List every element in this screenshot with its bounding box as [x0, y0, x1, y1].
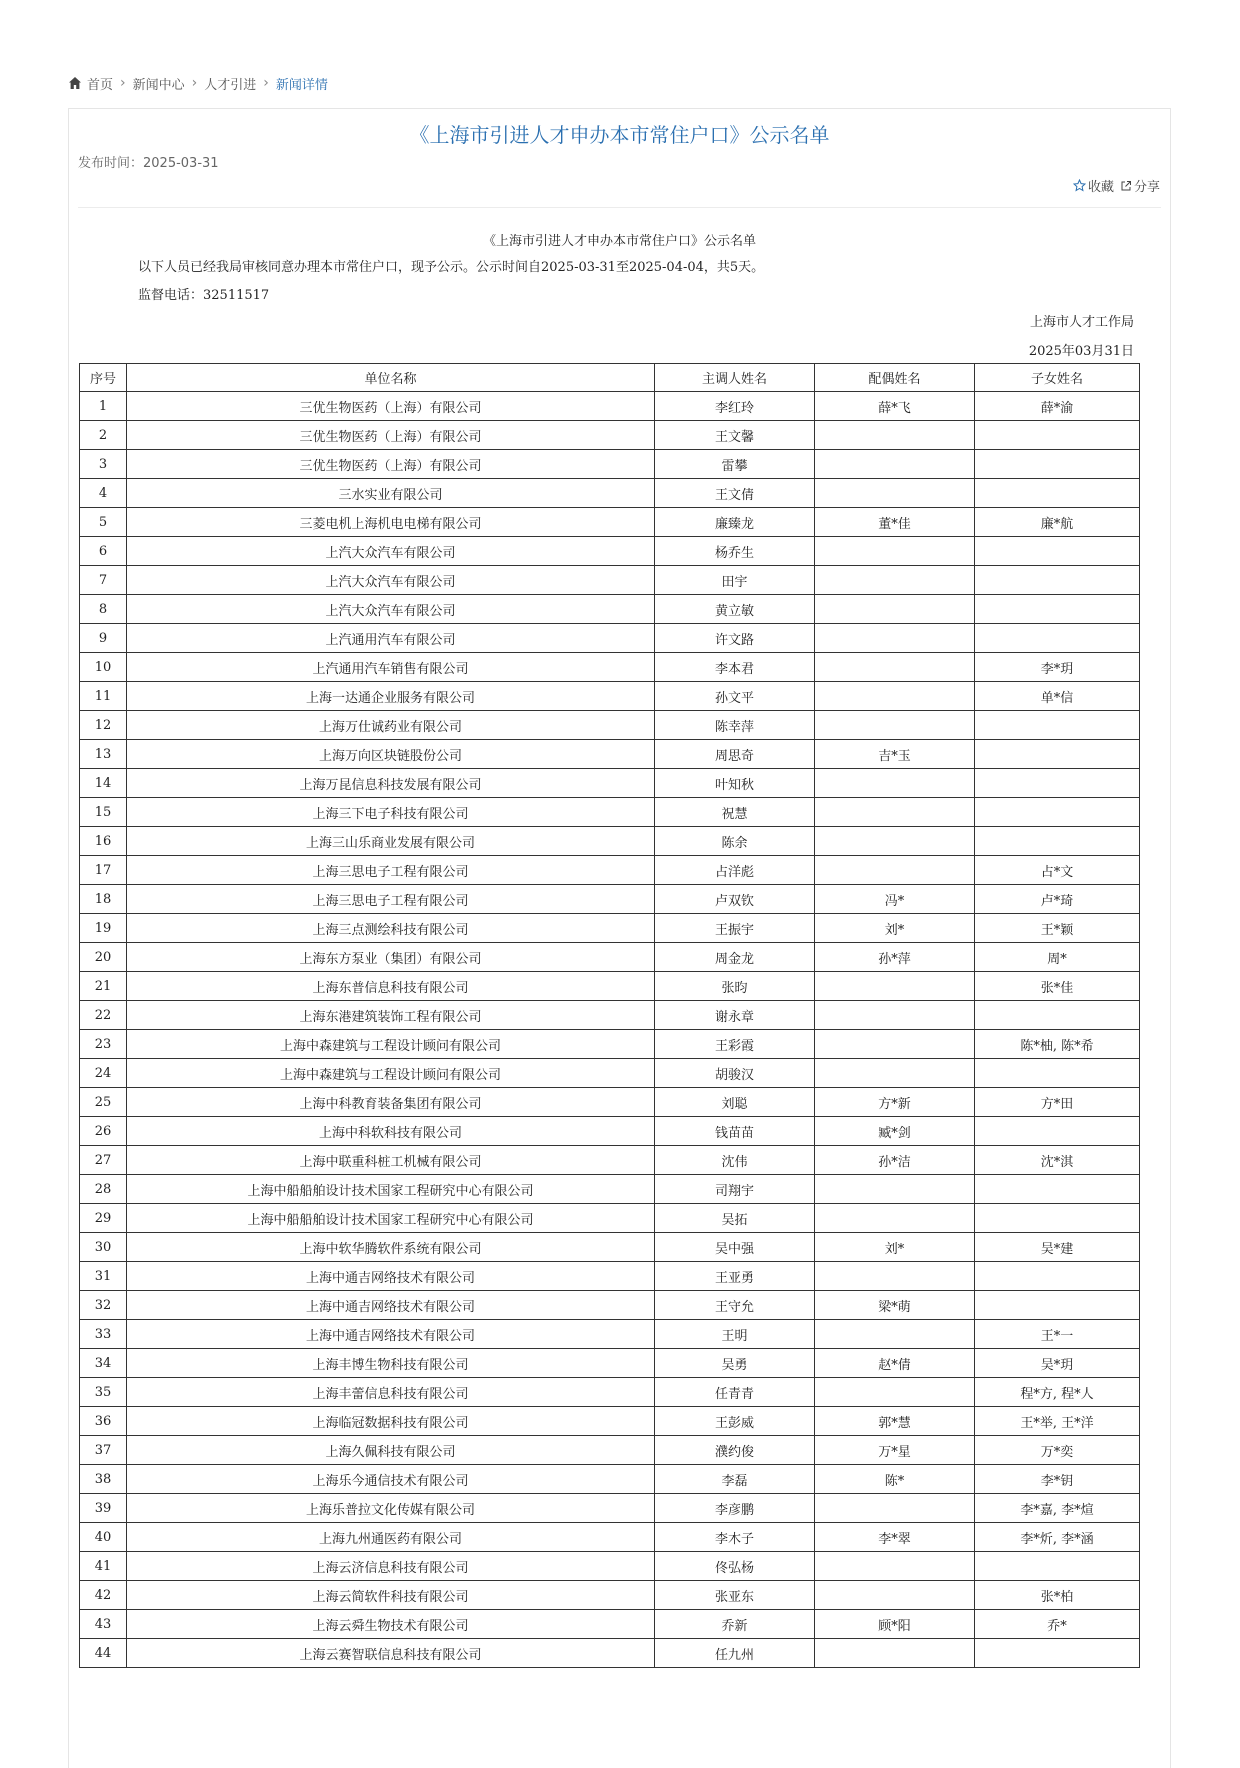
applicant-cell: 杨乔生: [655, 537, 815, 566]
applicant-cell: 祝慧: [655, 798, 815, 827]
index-cell: 41: [80, 1552, 127, 1581]
children-cell: [975, 1204, 1140, 1233]
spouse-cell: [815, 624, 975, 653]
applicant-cell: 谢永章: [655, 1001, 815, 1030]
company-cell: 上海九州通医药有限公司: [127, 1523, 655, 1552]
children-cell: [975, 1291, 1140, 1320]
spouse-cell: [815, 1494, 975, 1523]
children-cell: [975, 1639, 1140, 1668]
index-cell: 7: [80, 566, 127, 595]
children-cell: 沈*淇: [975, 1146, 1140, 1175]
index-cell: 30: [80, 1233, 127, 1262]
index-cell: 9: [80, 624, 127, 653]
spouse-cell: [815, 566, 975, 595]
children-cell: [975, 798, 1140, 827]
children-cell: [975, 624, 1140, 653]
header-spouse: 配偶姓名: [815, 364, 975, 392]
index-cell: 12: [80, 711, 127, 740]
favorite-button[interactable]: [1073, 176, 1114, 195]
spouse-cell: [815, 1320, 975, 1349]
spouse-cell: [815, 682, 975, 711]
applicant-cell: 黄立敏: [655, 595, 815, 624]
issuer-text: 上海市人才工作局: [1029, 315, 1134, 330]
article-actions: [1073, 176, 1160, 195]
table-row: [80, 1233, 1140, 1262]
issue-date: 2025年03月31日: [1028, 344, 1134, 359]
applicant-cell: 司翔宇: [655, 1175, 815, 1204]
applicant-cell: 孙文平: [655, 682, 815, 711]
company-cell: 上海万向区块链股份公司: [127, 740, 655, 769]
index-cell: 3: [80, 450, 127, 479]
company-cell: 三优生物医药（上海）有限公司: [127, 450, 655, 479]
company-cell: 上海三思电子工程有限公司: [127, 856, 655, 885]
index-cell: 8: [80, 595, 127, 624]
spouse-cell: [815, 537, 975, 566]
company-cell: 上海东方泵业（集团）有限公司: [127, 943, 655, 972]
applicant-cell: 任九州: [655, 1639, 815, 1668]
index-cell: 14: [80, 769, 127, 798]
table-row: [80, 1436, 1140, 1465]
applicant-cell: 李彦鹏: [655, 1494, 815, 1523]
company-cell: 上海三点测绘科技有限公司: [127, 914, 655, 943]
table-row: [80, 421, 1140, 450]
table-row: [80, 595, 1140, 624]
table-row: [80, 1465, 1140, 1494]
table-row: [80, 1581, 1140, 1610]
spouse-cell: 吉*玉: [815, 740, 975, 769]
children-cell: [975, 1117, 1140, 1146]
company-cell: 上海中船船舶设计技术国家工程研究中心有限公司: [127, 1175, 655, 1204]
applicant-cell: 许文路: [655, 624, 815, 653]
share-button[interactable]: [1120, 176, 1160, 195]
applicant-cell: 吴勇: [655, 1349, 815, 1378]
index-cell: 5: [80, 508, 127, 537]
article-panel: [68, 108, 1171, 1768]
applicant-cell: 李磊: [655, 1465, 815, 1494]
table-row: [80, 1204, 1140, 1233]
index-cell: 27: [80, 1146, 127, 1175]
company-cell: 上海东港建筑装饰工程有限公司: [127, 1001, 655, 1030]
children-cell: 王*一: [975, 1320, 1140, 1349]
company-cell: 上海中船船舶设计技术国家工程研究中心有限公司: [127, 1204, 655, 1233]
index-cell: 24: [80, 1059, 127, 1088]
spouse-cell: [815, 1030, 975, 1059]
children-cell: 占*文: [975, 856, 1140, 885]
table-row: [80, 682, 1140, 711]
table-row: [80, 1175, 1140, 1204]
spouse-cell: 孙*萍: [815, 943, 975, 972]
company-cell: 上海临冠数据科技有限公司: [127, 1407, 655, 1436]
home-icon: [68, 76, 82, 90]
index-cell: 39: [80, 1494, 127, 1523]
index-cell: 17: [80, 856, 127, 885]
index-cell: 1: [80, 392, 127, 421]
index-cell: 19: [80, 914, 127, 943]
applicant-cell: 雷攀: [655, 450, 815, 479]
index-cell: 15: [80, 798, 127, 827]
applicant-cell: 吴拓: [655, 1204, 815, 1233]
applicant-cell: 卢双钦: [655, 885, 815, 914]
spouse-cell: [815, 827, 975, 856]
index-cell: 4: [80, 479, 127, 508]
children-cell: 程*方, 程*人: [975, 1378, 1140, 1407]
table-row: [80, 885, 1140, 914]
spouse-cell: [815, 1581, 975, 1610]
spouse-cell: [815, 711, 975, 740]
table-header-row: [80, 364, 1140, 392]
applicant-cell: 张昀: [655, 972, 815, 1001]
table-row: [80, 508, 1140, 537]
spouse-cell: [815, 450, 975, 479]
spouse-cell: 赵*倩: [815, 1349, 975, 1378]
spouse-cell: 郭*慧: [815, 1407, 975, 1436]
index-cell: 6: [80, 537, 127, 566]
children-cell: [975, 595, 1140, 624]
children-cell: 李*钥: [975, 1465, 1140, 1494]
applicant-cell: 王彭威: [655, 1407, 815, 1436]
breadcrumb-home[interactable]: 首页: [87, 77, 114, 93]
table-row: [80, 1320, 1140, 1349]
share-label: 分享: [1133, 180, 1160, 195]
table-row: [80, 1059, 1140, 1088]
applicant-cell: 周思奇: [655, 740, 815, 769]
company-cell: 上海中科教育装备集团有限公司: [127, 1088, 655, 1117]
company-cell: 上海一达通企业服务有限公司: [127, 682, 655, 711]
applicant-cell: 王亚勇: [655, 1262, 815, 1291]
index-cell: 22: [80, 1001, 127, 1030]
applicant-cell: 陈幸萍: [655, 711, 815, 740]
table-row: [80, 1088, 1140, 1117]
children-cell: [975, 450, 1140, 479]
table-row: [80, 1291, 1140, 1320]
table-row: [80, 479, 1140, 508]
children-cell: 吴*玥: [975, 1349, 1140, 1378]
table-row: [80, 537, 1140, 566]
children-cell: [975, 421, 1140, 450]
table-row: [80, 1523, 1140, 1552]
company-cell: 上海中森建筑与工程设计顾问有限公司: [127, 1059, 655, 1088]
applicant-cell: 李本君: [655, 653, 815, 682]
index-cell: 40: [80, 1523, 127, 1552]
table-row: [80, 1552, 1140, 1581]
children-cell: [975, 479, 1140, 508]
index-cell: 34: [80, 1349, 127, 1378]
company-cell: 三菱电机上海机电电梯有限公司: [127, 508, 655, 537]
breadcrumb-current: 新闻详情: [275, 77, 328, 93]
header-company: 单位名称: [127, 364, 655, 392]
company-cell: 上海中通吉网络技术有限公司: [127, 1262, 655, 1291]
children-cell: 张*佳: [975, 972, 1140, 1001]
index-cell: 16: [80, 827, 127, 856]
company-cell: 上海中通吉网络技术有限公司: [127, 1291, 655, 1320]
applicant-cell: 田宇: [655, 566, 815, 595]
applicant-cell: 李红玲: [655, 392, 815, 421]
table-row: [80, 1030, 1140, 1059]
index-cell: 26: [80, 1117, 127, 1146]
applicant-cell: 张亚东: [655, 1581, 815, 1610]
spouse-cell: [815, 595, 975, 624]
table-body: [80, 392, 1140, 1668]
index-cell: 43: [80, 1610, 127, 1639]
spouse-cell: 冯*: [815, 885, 975, 914]
children-cell: 单*信: [975, 682, 1140, 711]
spouse-cell: 臧*剑: [815, 1117, 975, 1146]
index-cell: 20: [80, 943, 127, 972]
company-cell: 上汽通用汽车销售有限公司: [127, 653, 655, 682]
applicant-cell: 周金龙: [655, 943, 815, 972]
applicant-cell: 占洋彪: [655, 856, 815, 885]
applicant-cell: 胡骏汉: [655, 1059, 815, 1088]
spouse-cell: 梁*萌: [815, 1291, 975, 1320]
children-cell: 周*: [975, 943, 1140, 972]
company-cell: 上海云舜生物技术有限公司: [127, 1610, 655, 1639]
chevron-right-icon: ›: [263, 75, 269, 91]
spouse-cell: [815, 479, 975, 508]
table-row: [80, 798, 1140, 827]
table-row: [80, 1610, 1140, 1639]
table-row: [80, 827, 1140, 856]
children-cell: 王*颖: [975, 914, 1140, 943]
children-cell: 陈*柚, 陈*希: [975, 1030, 1140, 1059]
company-cell: 上汽大众汽车有限公司: [127, 595, 655, 624]
publish-label: 发布时间：: [78, 156, 144, 171]
table-row: [80, 972, 1140, 1001]
spouse-cell: 李*翠: [815, 1523, 975, 1552]
spouse-cell: [815, 972, 975, 1001]
children-cell: [975, 1001, 1140, 1030]
index-cell: 29: [80, 1204, 127, 1233]
table-row: [80, 1262, 1140, 1291]
index-cell: 11: [80, 682, 127, 711]
company-cell: 三优生物医药（上海）有限公司: [127, 421, 655, 450]
table-row: [80, 1639, 1140, 1668]
company-cell: 上海三下电子科技有限公司: [127, 798, 655, 827]
star-icon: [1073, 179, 1086, 192]
company-cell: 上汽大众汽车有限公司: [127, 566, 655, 595]
children-cell: 王*举, 王*洋: [975, 1407, 1140, 1436]
children-cell: 方*田: [975, 1088, 1140, 1117]
children-cell: [975, 711, 1140, 740]
table-row: [80, 943, 1140, 972]
applicant-cell: 廉臻龙: [655, 508, 815, 537]
children-cell: [975, 1552, 1140, 1581]
spouse-cell: 董*佳: [815, 508, 975, 537]
index-cell: 38: [80, 1465, 127, 1494]
spouse-cell: 孙*洁: [815, 1146, 975, 1175]
index-cell: 36: [80, 1407, 127, 1436]
spouse-cell: 顾*阳: [815, 1610, 975, 1639]
document-title: 《上海市引进人才申办本市常住户口》公示名单: [482, 234, 756, 249]
applicant-cell: 乔新: [655, 1610, 815, 1639]
table-row: [80, 624, 1140, 653]
table-row: [80, 450, 1140, 479]
index-cell: 28: [80, 1175, 127, 1204]
applicant-cell: 王文倩: [655, 479, 815, 508]
company-cell: 三优生物医药（上海）有限公司: [127, 392, 655, 421]
table-row: [80, 1146, 1140, 1175]
applicant-cell: 王明: [655, 1320, 815, 1349]
article-title: 《上海市引进人才申办本市常住户口》公示名单: [409, 123, 830, 147]
phone-text: 监督电话：32511517: [138, 288, 270, 303]
index-cell: 23: [80, 1030, 127, 1059]
company-cell: 上海久佩科技有限公司: [127, 1436, 655, 1465]
index-cell: 37: [80, 1436, 127, 1465]
children-cell: 乔*: [975, 1610, 1140, 1639]
table-row: [80, 740, 1140, 769]
company-cell: 上海丰博生物科技有限公司: [127, 1349, 655, 1378]
spouse-cell: 陈*: [815, 1465, 975, 1494]
index-cell: 2: [80, 421, 127, 450]
spouse-cell: [815, 856, 975, 885]
company-cell: 上汽通用汽车有限公司: [127, 624, 655, 653]
company-cell: 上海中软华腾软件系统有限公司: [127, 1233, 655, 1262]
company-cell: 上海万昆信息科技发展有限公司: [127, 769, 655, 798]
index-cell: 35: [80, 1378, 127, 1407]
index-cell: 32: [80, 1291, 127, 1320]
index-cell: 44: [80, 1639, 127, 1668]
index-cell: 10: [80, 653, 127, 682]
company-cell: 上海三思电子工程有限公司: [127, 885, 655, 914]
index-cell: 21: [80, 972, 127, 1001]
breadcrumb: [68, 72, 328, 94]
applicant-cell: 叶知秋: [655, 769, 815, 798]
index-cell: 18: [80, 885, 127, 914]
divider: [78, 207, 1161, 208]
company-cell: 上海云赛智联信息科技有限公司: [127, 1639, 655, 1668]
spouse-cell: 刘*: [815, 1233, 975, 1262]
applicant-cell: 沈伟: [655, 1146, 815, 1175]
company-cell: 上海云简软件科技有限公司: [127, 1581, 655, 1610]
publicity-table: [79, 363, 1140, 1668]
children-cell: 张*柏: [975, 1581, 1140, 1610]
children-cell: 薛*渝: [975, 392, 1140, 421]
index-cell: 31: [80, 1262, 127, 1291]
index-cell: 13: [80, 740, 127, 769]
table-row: [80, 1349, 1140, 1378]
applicant-cell: 王振宇: [655, 914, 815, 943]
company-cell: 上海中通吉网络技术有限公司: [127, 1320, 655, 1349]
publish-date: 2025-03-31: [143, 156, 219, 171]
favorite-label: 收藏: [1087, 180, 1114, 195]
children-cell: [975, 740, 1140, 769]
applicant-cell: 濮约俊: [655, 1436, 815, 1465]
children-cell: 吴*建: [975, 1233, 1140, 1262]
chevron-right-icon: ›: [120, 75, 126, 91]
applicant-cell: 吴中强: [655, 1233, 815, 1262]
table-row: [80, 769, 1140, 798]
children-cell: 李*炘, 李*涵: [975, 1523, 1140, 1552]
children-cell: 万*奕: [975, 1436, 1140, 1465]
company-cell: 上海丰蕾信息科技有限公司: [127, 1378, 655, 1407]
spouse-cell: [815, 1378, 975, 1407]
company-cell: 上海乐普拉文化传媒有限公司: [127, 1494, 655, 1523]
applicant-cell: 刘聪: [655, 1088, 815, 1117]
company-cell: 上汽大众汽车有限公司: [127, 537, 655, 566]
applicant-cell: 佟弘杨: [655, 1552, 815, 1581]
spouse-cell: 薛*飞: [815, 392, 975, 421]
breadcrumb-news-center[interactable]: 新闻中心: [132, 77, 185, 93]
children-cell: 李*嘉, 李*煊: [975, 1494, 1140, 1523]
children-cell: 卢*琦: [975, 885, 1140, 914]
company-cell: 上海中科软科技有限公司: [127, 1117, 655, 1146]
spouse-cell: 方*新: [815, 1088, 975, 1117]
applicant-cell: 王文馨: [655, 421, 815, 450]
share-icon: [1120, 180, 1132, 192]
children-cell: [975, 769, 1140, 798]
children-cell: [975, 1262, 1140, 1291]
publish-time: [78, 152, 219, 171]
spouse-cell: 万*星: [815, 1436, 975, 1465]
table-row: [80, 1407, 1140, 1436]
company-cell: 三水实业有限公司: [127, 479, 655, 508]
table-row: [80, 711, 1140, 740]
applicant-cell: 钱苗苗: [655, 1117, 815, 1146]
index-cell: 33: [80, 1320, 127, 1349]
company-cell: 上海中联重科桩工机械有限公司: [127, 1146, 655, 1175]
index-cell: 42: [80, 1581, 127, 1610]
children-cell: [975, 1059, 1140, 1088]
children-cell: 李*玥: [975, 653, 1140, 682]
company-cell: 上海中森建筑与工程设计顾问有限公司: [127, 1030, 655, 1059]
applicant-cell: 任青青: [655, 1378, 815, 1407]
spouse-cell: [815, 798, 975, 827]
spouse-cell: [815, 1204, 975, 1233]
spouse-cell: [815, 1175, 975, 1204]
company-cell: 上海乐今通信技术有限公司: [127, 1465, 655, 1494]
children-cell: [975, 1175, 1140, 1204]
table-row: [80, 1494, 1140, 1523]
table-row: [80, 914, 1140, 943]
applicant-cell: 王彩霞: [655, 1030, 815, 1059]
children-cell: [975, 537, 1140, 566]
applicant-cell: 王守允: [655, 1291, 815, 1320]
header-applicant: 主调人姓名: [655, 364, 815, 392]
company-cell: 上海万仕诚药业有限公司: [127, 711, 655, 740]
chevron-right-icon: ›: [191, 75, 198, 91]
table-row: [80, 392, 1140, 421]
spouse-cell: [815, 1059, 975, 1088]
table-row: [80, 1117, 1140, 1146]
breadcrumb-talent[interactable]: 人才引进: [204, 77, 257, 93]
company-cell: 上海三山乐商业发展有限公司: [127, 827, 655, 856]
spouse-cell: [815, 1262, 975, 1291]
spouse-cell: [815, 653, 975, 682]
children-cell: [975, 827, 1140, 856]
index-cell: 25: [80, 1088, 127, 1117]
notice-text: 以下人员已经我局审核同意办理本市常住户口，现予公示。公示时间自2025-03-31至2025-04-04，共5天。: [138, 260, 765, 275]
header-index: 序号: [80, 364, 127, 392]
table-row: [80, 856, 1140, 885]
table-row: [80, 566, 1140, 595]
spouse-cell: [815, 1552, 975, 1581]
children-cell: 廉*航: [975, 508, 1140, 537]
company-cell: 上海东普信息科技有限公司: [127, 972, 655, 1001]
spouse-cell: [815, 1639, 975, 1668]
spouse-cell: [815, 421, 975, 450]
table-row: [80, 653, 1140, 682]
applicant-cell: 陈余: [655, 827, 815, 856]
applicant-cell: 李木子: [655, 1523, 815, 1552]
company-cell: 上海云济信息科技有限公司: [127, 1552, 655, 1581]
spouse-cell: [815, 1001, 975, 1030]
children-cell: [975, 566, 1140, 595]
table-row: [80, 1378, 1140, 1407]
table-row: [80, 1001, 1140, 1030]
header-children: 子女姓名: [975, 364, 1140, 392]
spouse-cell: 刘*: [815, 914, 975, 943]
spouse-cell: [815, 769, 975, 798]
